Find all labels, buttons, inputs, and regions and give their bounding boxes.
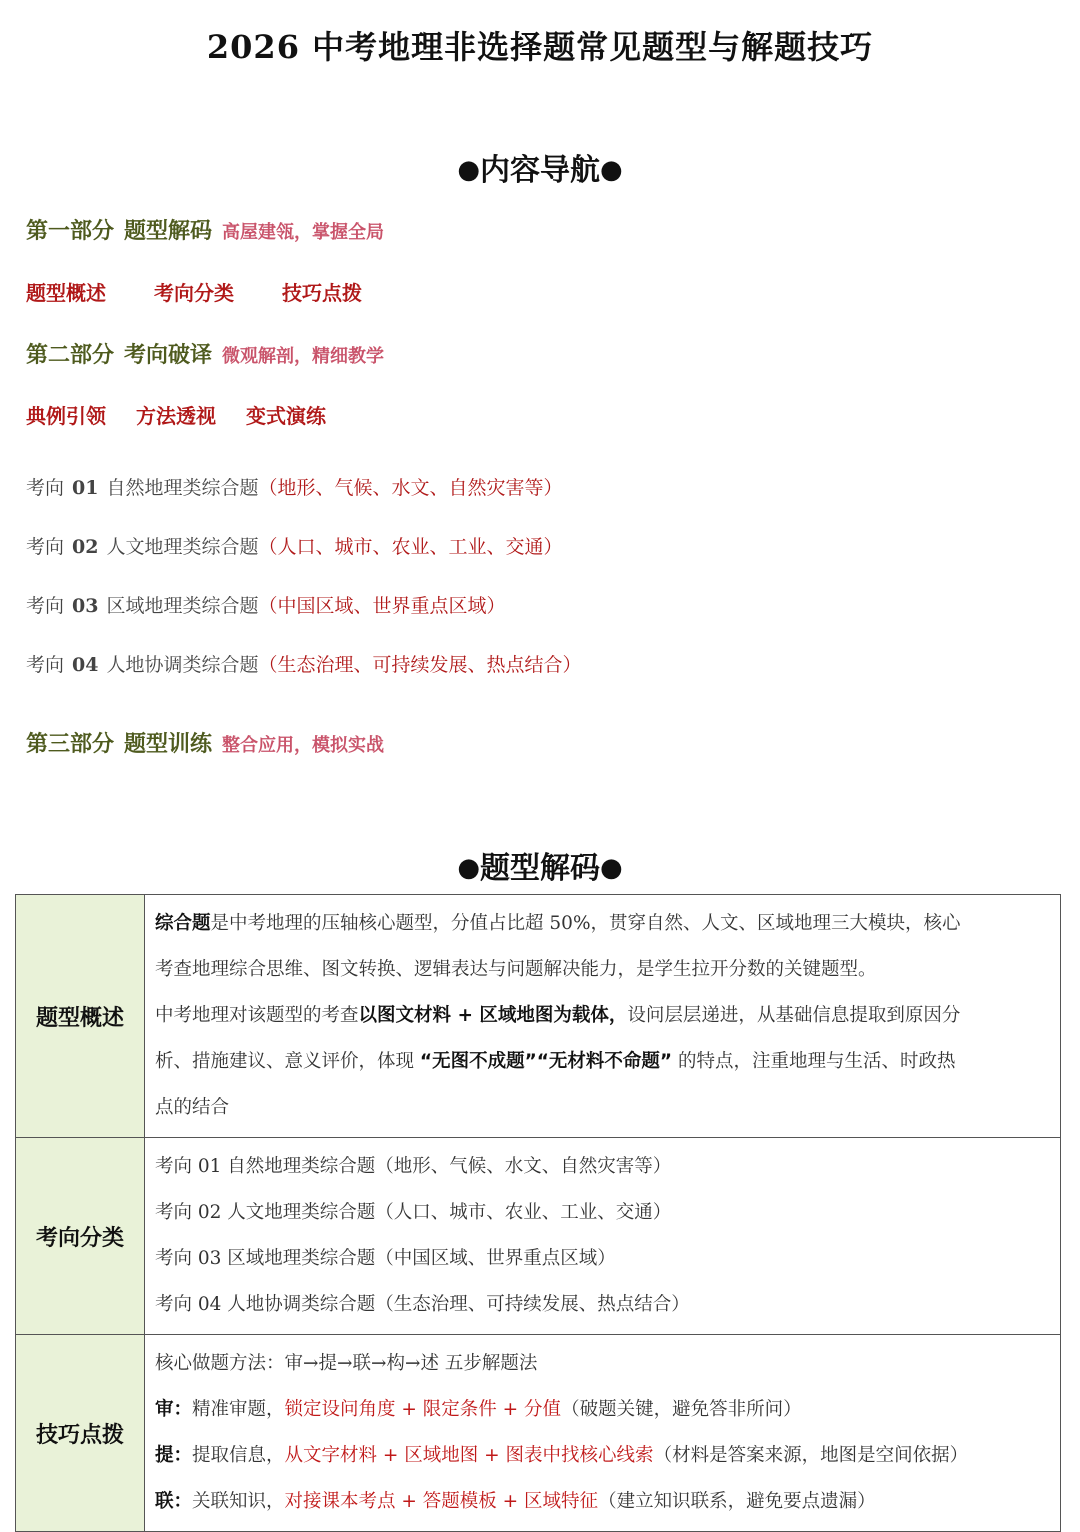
part-2 — [26, 338, 384, 369]
direction-prefix: 考向 — [26, 654, 65, 676]
decode-heading — [0, 843, 1080, 887]
direction-num: 01 — [72, 477, 99, 499]
part-subtitle: 微观解剖，精细教学 — [222, 346, 385, 367]
part-3 — [26, 727, 384, 758]
part-1-item: 技巧点拨 — [282, 281, 362, 305]
part-1 — [26, 214, 384, 245]
overview-text: 考查地理综合思维、图文转换、逻辑表达与问题解决能力，是学生拉开分数的关键题型。 — [155, 959, 877, 980]
direction-num: 03 — [72, 595, 99, 617]
row-label: 考向分类 — [16, 1138, 145, 1335]
tips-content — [145, 1335, 1061, 1532]
table-row-categories — [16, 1138, 1061, 1335]
overview-text: 的特点，注重地理与生活、时政热 — [677, 1051, 956, 1072]
overview-text: 点的结合 — [155, 1097, 230, 1118]
direction-item — [26, 532, 563, 559]
tip-key: 提： — [155, 1445, 193, 1466]
overview-content — [145, 895, 1061, 1138]
part-subtitle: 整合应用，模拟实战 — [222, 735, 385, 756]
bullet-icon: ● — [600, 853, 623, 883]
part-name: 题型解码 — [124, 219, 213, 244]
part-label: 第一部分 — [26, 219, 115, 244]
nav-heading-text: 内容导航 — [480, 153, 600, 188]
tip-highlight: 对接课本考点 + 答题模板 + 区域特征 — [284, 1491, 599, 1512]
page-title — [0, 22, 1080, 68]
tip-text: 关联知识， — [192, 1491, 285, 1512]
tip-key: 审： — [155, 1399, 193, 1420]
overview-text: 中考地理对该题型的考查 — [155, 1005, 359, 1026]
part-2-item: 变式演练 — [246, 404, 326, 428]
direction-title: 自然地理类综合题 — [106, 477, 259, 499]
bullet-icon: ● — [457, 155, 480, 185]
table-row-tips — [16, 1335, 1061, 1532]
direction-prefix: 考向 — [26, 477, 65, 499]
direction-detail: （人口、城市、农业、工业、交通） — [258, 536, 563, 558]
part-2-items — [26, 400, 374, 429]
decode-table — [15, 894, 1061, 1532]
direction-detail: （生态治理、可持续发展、热点结合） — [258, 654, 582, 676]
row-label: 技巧点拨 — [16, 1335, 145, 1532]
direction-detail: （中国区域、世界重点区域） — [258, 595, 506, 617]
direction-prefix: 考向 — [26, 536, 65, 558]
nav-heading — [0, 145, 1080, 189]
overview-emphasis: 以图文材料 + 区域地图为载体， — [358, 1005, 628, 1026]
tip-note: （建立知识联系，避免要点遗漏） — [598, 1491, 876, 1512]
tip-lian — [155, 1479, 1050, 1525]
direction-num: 04 — [72, 654, 99, 676]
direction-title: 区域地理类综合题 — [106, 595, 259, 617]
part-label: 第三部分 — [26, 732, 115, 757]
part-name: 题型训练 — [124, 732, 213, 757]
decode-heading-text: 题型解码 — [480, 851, 600, 886]
tip-note: （材料是答案来源，地图是空间依据） — [653, 1445, 969, 1466]
part-label: 第二部分 — [26, 343, 115, 368]
direction-prefix: 考向 — [26, 595, 65, 617]
overview-text: 是中考地理的压轴核心题型，分值占比超 50%，贯穿自然、人文、区域地理三大模块，核心 — [210, 913, 961, 934]
tip-highlight: 从文字材料 + 区域地图 + 图表中找核心线索 — [284, 1445, 654, 1466]
part-1-item: 考向分类 — [154, 281, 234, 305]
part-1-items — [26, 277, 410, 306]
tip-key: 联： — [155, 1491, 193, 1512]
bullet-icon: ● — [600, 155, 623, 185]
part-2-item: 方法透视 — [136, 404, 216, 428]
title-year: 2026 — [206, 28, 300, 66]
category-item: 考向 04 人地协调类综合题（生态治理、可持续发展、热点结合） — [155, 1294, 690, 1315]
part-2-item: 典例引领 — [26, 404, 106, 428]
direction-detail: （地形、气候、水文、自然灾害等） — [258, 477, 563, 499]
tip-ti — [155, 1433, 1050, 1479]
direction-title: 人文地理类综合题 — [106, 536, 259, 558]
tip-text: 提取信息， — [192, 1445, 285, 1466]
direction-item — [26, 473, 563, 500]
categories-content — [145, 1138, 1061, 1335]
direction-num: 02 — [72, 536, 99, 558]
tip-shen — [155, 1387, 1050, 1433]
tip-text: 精准审题， — [192, 1399, 285, 1420]
bullet-icon: ● — [457, 853, 480, 883]
category-item: 考向 02 人文地理类综合题（人口、城市、农业、工业、交通） — [155, 1202, 672, 1223]
table-row-overview — [16, 895, 1061, 1138]
overview-keyword: 综合题 — [155, 913, 211, 934]
tip-note: （破题关键，避免答非所问） — [561, 1399, 802, 1420]
direction-title: 人地协调类综合题 — [106, 654, 259, 676]
direction-item — [26, 591, 506, 618]
category-item: 考向 01 自然地理类综合题（地形、气候、水文、自然灾害等） — [155, 1156, 672, 1177]
title-text: 中考地理非选择题常见题型与解题技巧 — [299, 28, 874, 66]
tip-highlight: 锁定设问角度 + 限定条件 + 分值 — [284, 1399, 562, 1420]
overview-text: 析、措施建议、意义评价，体现 — [155, 1051, 415, 1072]
category-item: 考向 03 区域地理类综合题（中国区域、世界重点区域） — [155, 1248, 616, 1269]
tips-intro: 核心做题方法：审→提→联→构→述 五步解题法 — [155, 1353, 538, 1374]
overview-quote: “无图不成题”“无材料不命题” — [419, 1051, 673, 1072]
overview-text: 设问层层递进，从基础信息提取到原因分 — [627, 1005, 961, 1026]
direction-item — [26, 650, 582, 677]
row-label: 题型概述 — [16, 895, 145, 1138]
part-1-item: 题型概述 — [26, 281, 106, 305]
part-name: 考向破译 — [124, 343, 213, 368]
part-subtitle: 高屋建瓴，掌握全局 — [222, 222, 385, 243]
